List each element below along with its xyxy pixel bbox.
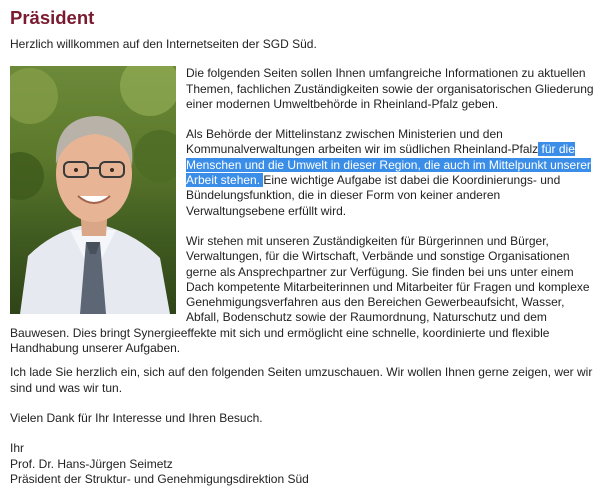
- page-title: Präsident: [10, 7, 95, 28]
- signature-name: Prof. Dr. Hans-Jürgen Seimetz: [10, 456, 173, 471]
- signature-salutation: Ihr: [10, 441, 25, 456]
- signature-block: [10, 441, 594, 487]
- selected-text: für die Menschen und die Umwelt in dieser Region, die auch im Mittelpunkt unserer Arbeit stehen.: [186, 142, 591, 188]
- welcome-text: Herzlich willkommen auf den Internetseiten der SGD Süd.: [10, 37, 317, 51]
- president-portrait: [10, 66, 176, 314]
- services-paragraph: Wir stehen mit unseren Zuständigkeiten für Bürgerinnen und Bürger, Verwaltungen, für die Wirtschaft, Verbände und sonstige Organisationen gerne als Ansprechpartner zur Verfügung. Sie finden bei uns unter einem Dach kompetente Mitarbeiterinnen und Mitarbeiter für Fragen und komplexe Genehmigungsverfahren aus den Bereichen Gewerbeaufsicht, Wasser, Abfall, Bodenschutz sowie der Raumordnung, Naturschutz und dem Bauwesen. Dies bringt Synergieeffekte mit sich und ermöglicht eine schnelle, koordinierte und flexible Handhabung unserer Aufgaben.: [10, 233, 590, 356]
- portrait-illustration: [10, 66, 176, 314]
- intro-paragraph: Die folgenden Seiten sollen Ihnen umfangreiche Informationen zu aktuellen Themen, fachlichen Zuständigkeiten sowie der organisatorischen Gliederung einer modernen Umweltbehörde in Rheinland-Pfalz geben.: [186, 66, 594, 111]
- signature-role: Präsident der Struktur- und Genehmigungsdirektion Süd: [10, 471, 309, 486]
- mission-text-start: Als Behörde der Mittelinstanz zwischen Ministerien und den Kommunalverwaltungen arbeiten wir im südlichen Rheinland-Pfalz: [186, 127, 539, 157]
- invitation-paragraph: Ich lade Sie herzlich ein, sich auf den folgenden Seiten umzuschauen. Wir wollen Ihnen gerne zeigen, wer wir sind und was wir tun.: [10, 365, 593, 395]
- mission-text-end: Eine wichtige Aufgabe ist dabei die Koordinierungs- und Bündelungsfunktion, die in dieser Form von keiner anderen Verwaltungsebene erfüllt wird.: [186, 173, 561, 218]
- thanks-paragraph: Vielen Dank für Ihr Interesse und Ihren Besuch.: [10, 410, 263, 425]
